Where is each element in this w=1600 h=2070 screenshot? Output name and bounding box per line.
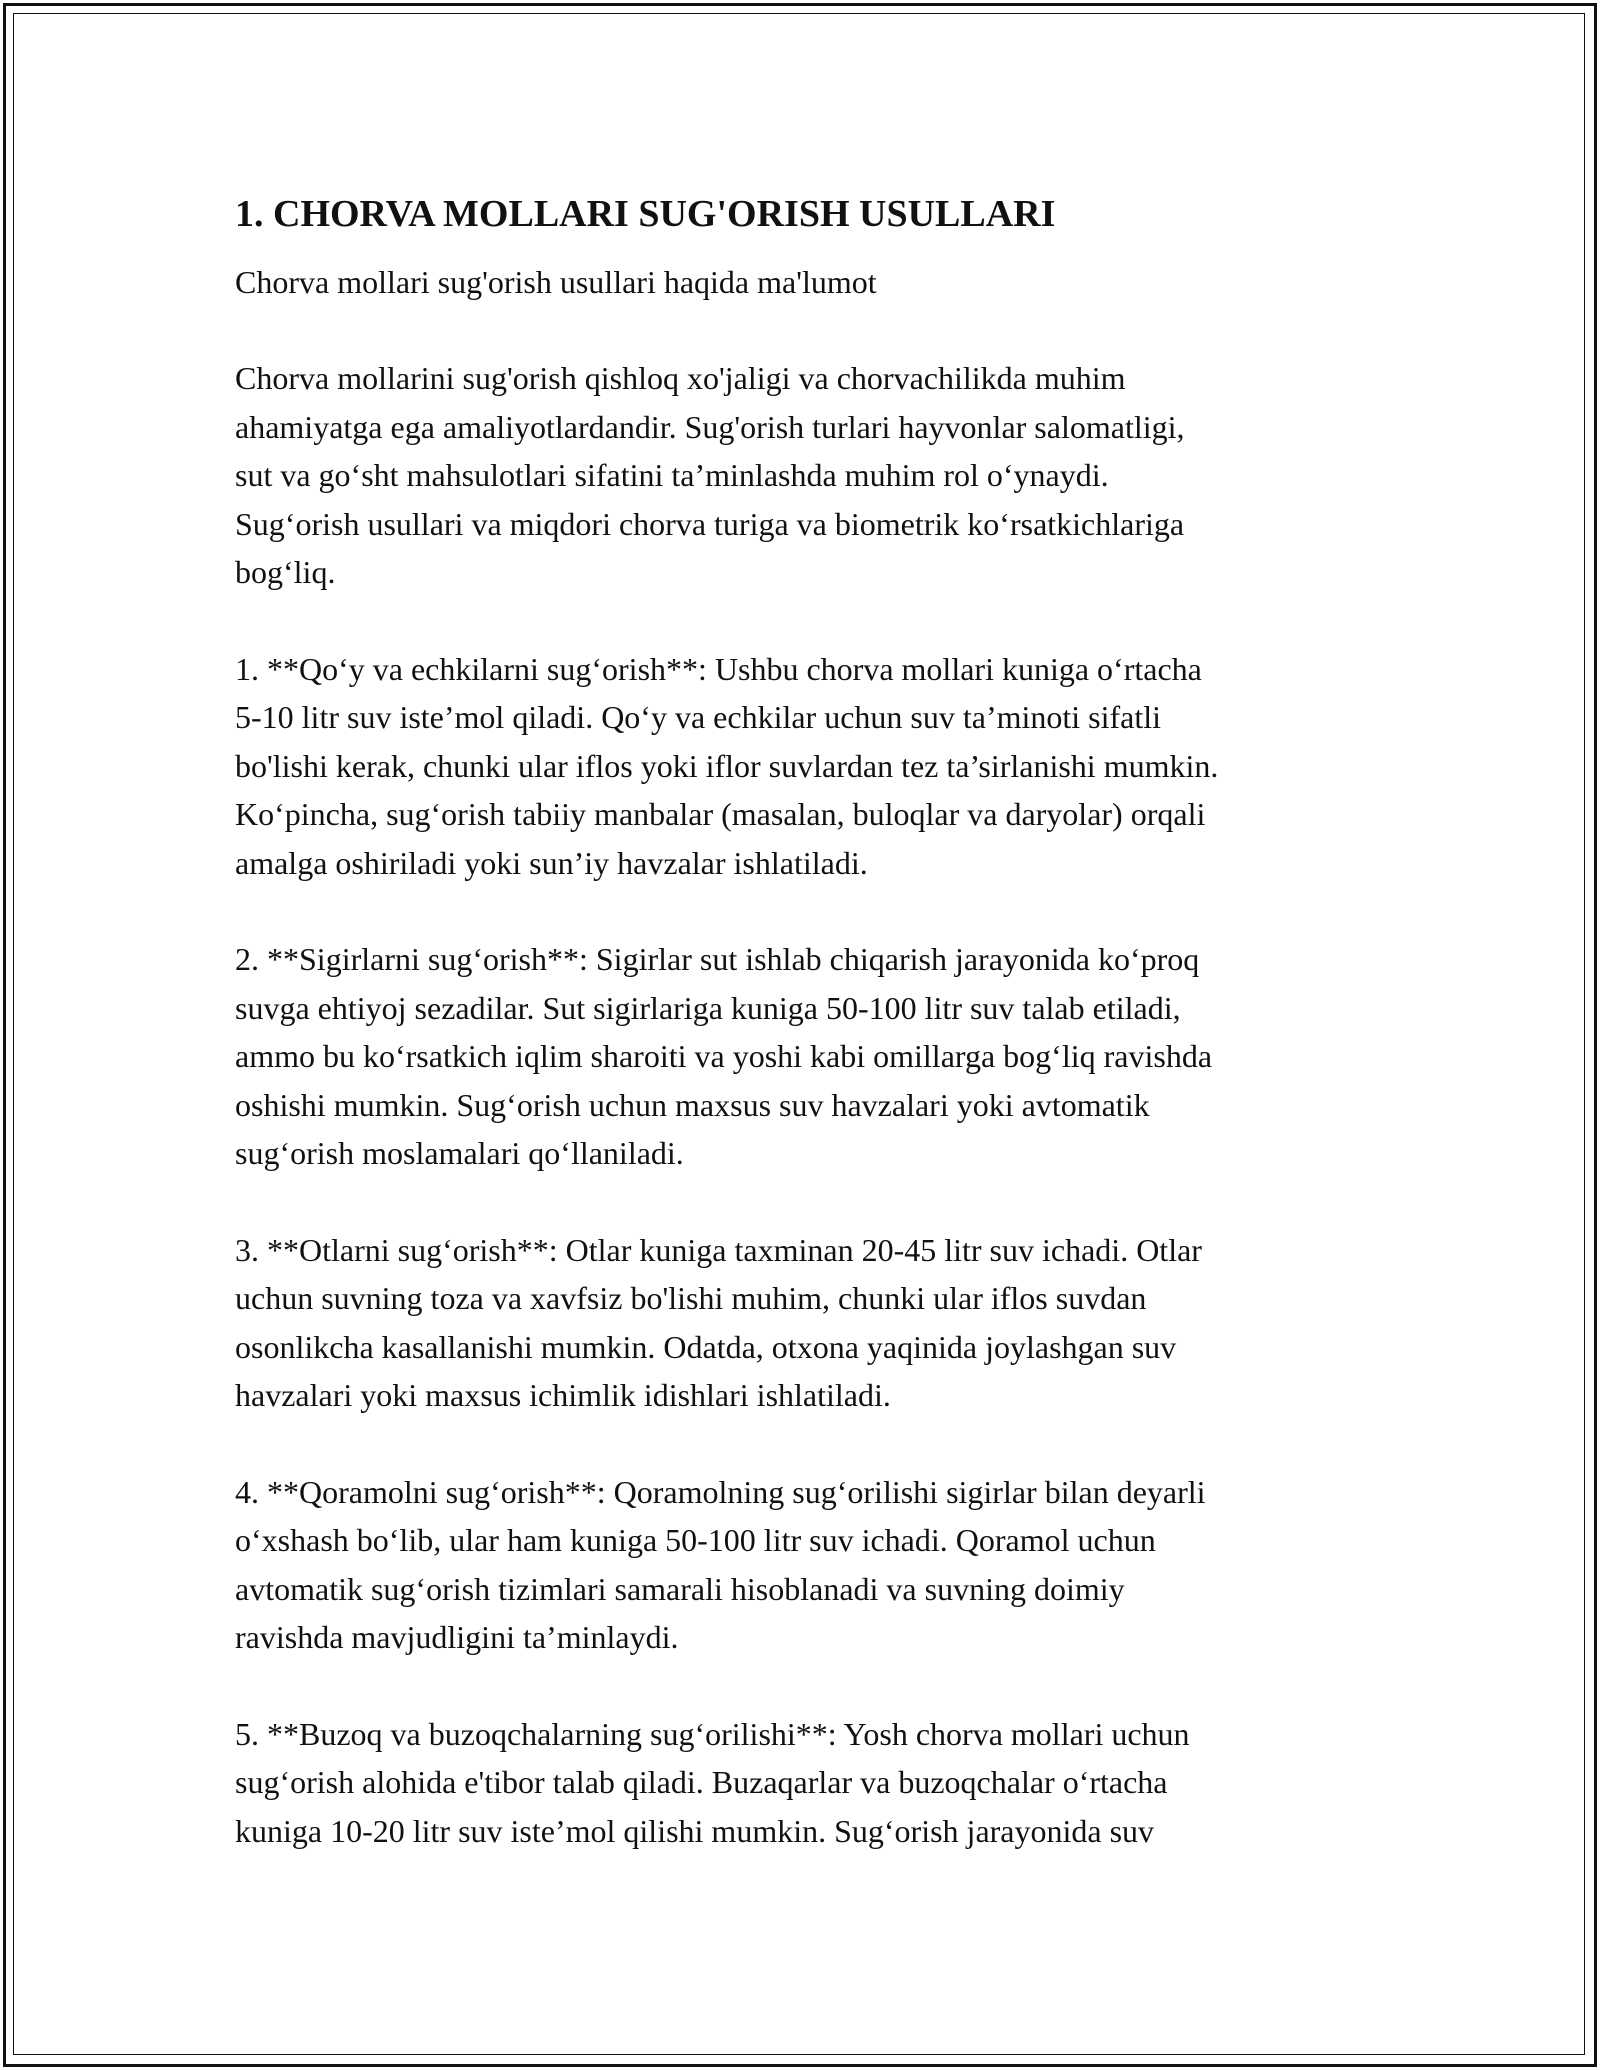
paragraph-cows: 2. **Sigirlarni sug‘orish**: Sigirlar sut ishlab chiqarish jarayonida ko‘proq suvga ehtiyoj sezadilar. Sut sigirlariga kuniga 50-100 litr suv talab etiladi, ammo bu ko‘rsatkich iqlim sharoiti va yoshi kabi omillarga bog‘liq ravishda oshishi mumkin. Sug‘orish uchun maxsus suv havzalari yoki avtomatik sug‘orish moslamalari qo‘llaniladi.	[235, 941, 1213, 1171]
document-subtitle: Chorva mollari sug'orish usullari haqida ma'lumot	[235, 264, 877, 300]
paragraph-cattle: 4. **Qoramolni sug‘orish**: Qoramolning sug‘orilishi sigirlar bilan deyarli o‘xshash bo‘lib, ular ham kuniga 50-100 litr suv ichadi. Qoramol uchun avtomatik sug‘orish tizimlari samarali hisoblanadi va suvning doimiy ravishda mavjudligini ta’minlaydi.	[235, 1473, 1206, 1655]
paragraph-horses: 3. **Otlarni sug‘orish**: Otlar kuniga taxminan 20-45 litr suv ichadi. Otlar uchun suvning toza va xavfsiz bo'lishi muhim, chunki ular iflos suvdan osonlikcha kasallanishi mumkin. Odatda, otxona yaqinida joylashgan suv havzalari yoki maxsus ichimlik idishlari ishlatiladi.	[235, 1231, 1202, 1413]
document-page	[235, 190, 1385, 1855]
paragraph-sheep-goats: 1. **Qo‘y va echkilarni sug‘orish**: Ushbu chorva mollari kuniga o‘rtacha 5-10 litr suv iste’mol qiladi. Qo‘y va echkilar uchun suv ta’minoti sifatli bo'lishi kerak, chunki ular iflos yoki iflor suvlardan tez ta’sirlanishi mumkin. Ko‘pincha, sug‘orish tabiiy manbalar (masalan, buloqlar va daryolar) orqali amalga oshiriladi yoki sun’iy havzalar ishlatiladi.	[235, 650, 1219, 881]
intro-paragraph: Chorva mollarini sug'orish qishloq xo'jaligi va chorvachilikda muhim ahamiyatga ega amaliyotlardandir. Sug'orish turlari hayvonlar salomatligi, sut va go‘sht mahsulotlari sifatini ta’minlashda muhim rol o‘ynaydi. Sug‘orish usullari va miqdori chorva turiga va biometrik ko‘rsatkichlariga bog‘liq.	[235, 360, 1185, 590]
paragraph-calves: 5. **Buzoq va buzoqchalarning sug‘orilishi**: Yosh chorva mollari uchun sug‘orish alohida e'tibor talab qiladi. Buzaqarlar va buzoqchalar o‘rtacha kuniga 10-20 litr suv iste’mol qilishi mumkin. Sug‘orish jarayonida suv	[235, 1715, 1190, 1849]
document-title: 1. CHORVA MOLLARI SUG'ORISH USULLARI	[235, 193, 1056, 235]
